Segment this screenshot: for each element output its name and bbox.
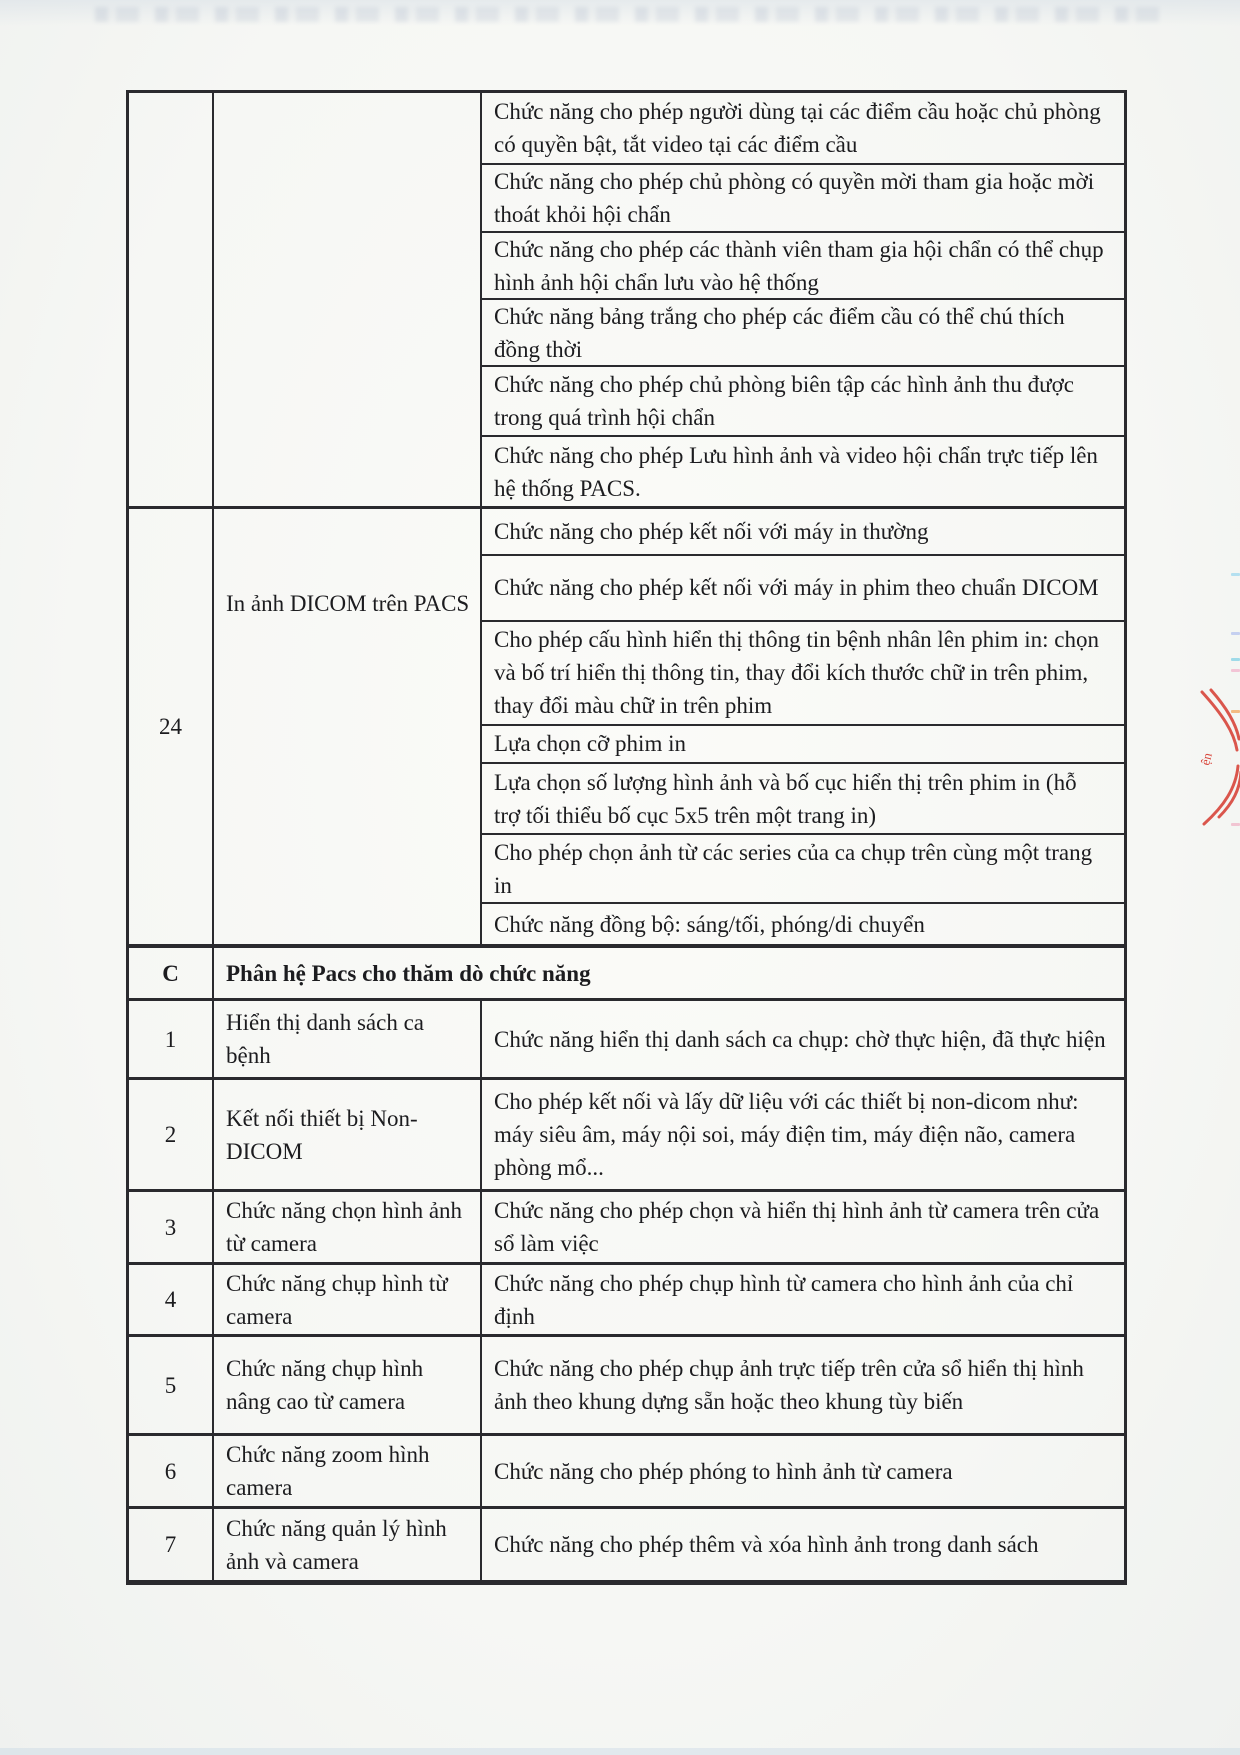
row-text: Lựa chọn số lượng hình ảnh và bố cục hiển thị trên phim in (hỗ trợ tối thiểu bố cục 5x5 trên một trang in) xyxy=(494,769,1077,828)
table-row xyxy=(482,620,1124,723)
red-pen-mark xyxy=(1196,688,1240,828)
row-text: Chức năng cho phép Lưu hình ảnh và video hội chẩn trực tiếp lên hệ thống PACS. xyxy=(494,442,1098,501)
row-text: Chức năng cho phép người dùng tại các điểm cầu hoặc chủ phòng có quyền bật, tắt video tại các điểm cầu xyxy=(494,99,1101,157)
description-cell xyxy=(482,1436,1124,1506)
section-letter xyxy=(129,948,214,998)
number-cell xyxy=(129,1337,214,1433)
scan-edge-artifact xyxy=(1231,710,1240,713)
table-row xyxy=(482,509,1124,554)
feature-name: Chức năng zoom hình camera xyxy=(226,1442,430,1500)
scan-bottom-shadow xyxy=(0,1748,1240,1755)
section-title-text: Phân hệ Pacs cho thăm dò chức năng xyxy=(226,960,591,986)
row-text: Cho phép chọn ảnh từ các series của ca chụp trên cùng một trang in xyxy=(494,839,1093,898)
table-row xyxy=(482,231,1124,298)
scan-edge-artifact xyxy=(1231,823,1240,826)
scan-edge-artifact xyxy=(1231,632,1240,635)
number-cell xyxy=(129,1192,214,1262)
row-text: Cho phép kết nối và lấy dữ liệu với các thiết bị non-dicom như: máy siêu âm, máy nội soi, máy điện tim, máy điện não, camera phòng mổ... xyxy=(494,1089,1079,1180)
row-number: 4 xyxy=(164,1287,177,1312)
description-cell xyxy=(482,1265,1124,1334)
table-row xyxy=(129,1262,1124,1334)
feature-name: Chức năng quản lý hình ảnh và camera xyxy=(226,1515,447,1574)
name-cell xyxy=(214,1265,482,1334)
row-text: Chức năng đồng bộ: sáng/tối, phóng/di chuyển xyxy=(494,911,925,937)
row-text: Chức năng cho phép kết nối với máy in thường xyxy=(494,518,929,544)
row-text: Cho phép cấu hình hiển thị thông tin bệnh nhân lên phim in: chọn và bố trí hiển thị thông tin, thay đổi kích thước chữ in trên phim, thay đổi màu chữ in trên phim xyxy=(494,627,1099,719)
row-number: 1 xyxy=(164,1026,177,1052)
row-text: Chức năng cho phép chủ phòng có quyền mời tham gia hoặc mời thoát khỏi hội chẩn xyxy=(494,169,1095,227)
row-text: Chức năng cho phép phóng to hình ảnh từ camera xyxy=(494,1458,953,1484)
scan-edge-artifact xyxy=(1231,573,1240,576)
table-row xyxy=(129,1334,1124,1433)
row-text: Chức năng cho phép các thành viên tham gia hội chẩn có thể chụp hình ảnh hội chẩn lưu vào hệ thống xyxy=(494,236,1104,295)
table-row xyxy=(482,163,1124,231)
feature-name: Chức năng chụp hình nâng cao từ camera xyxy=(226,1356,424,1414)
row-number: 24 xyxy=(159,714,182,739)
description-cell xyxy=(482,1509,1124,1580)
ink-bleed-through xyxy=(95,7,1165,22)
description-cell xyxy=(482,1080,1124,1189)
feature-name: Hiển thị danh sách ca bệnh xyxy=(226,1010,424,1068)
row-text: Chức năng cho phép chụp hình từ camera cho hình ảnh của chỉ định xyxy=(494,1270,1074,1329)
number-cell xyxy=(129,1436,214,1506)
table-row xyxy=(482,365,1124,435)
table-row xyxy=(129,1506,1124,1580)
row-text: Lựa chọn cỡ phim in xyxy=(494,731,686,757)
requirements-table xyxy=(126,90,1127,1585)
name-cell xyxy=(214,509,482,944)
description-cell xyxy=(482,1001,1124,1077)
row-text: Chức năng cho phép kết nối với máy in phim theo chuẩn DICOM xyxy=(494,575,1099,601)
table-row xyxy=(482,554,1124,621)
section-letter-text: C xyxy=(162,960,179,986)
name-cell xyxy=(214,1509,482,1580)
number-cell-empty xyxy=(129,93,214,506)
feature-name: Chức năng chụp hình từ camera xyxy=(226,1270,448,1329)
name-cell xyxy=(214,1080,482,1189)
section-title xyxy=(214,948,1124,998)
number-cell xyxy=(129,1509,214,1580)
row-text: Chức năng cho phép chủ phòng biên tập các hình ảnh thu được trong quá trình hội chẩn xyxy=(494,372,1074,430)
row-text: Chức năng cho phép chọn và hiển thị hình ảnh từ camera trên cửa sổ làm việc xyxy=(494,1198,1100,1256)
table-row xyxy=(129,1189,1124,1262)
row-text: Chức năng bảng trắng cho phép các điểm cầu có thể chú thích đồng thời xyxy=(494,303,1065,362)
feature-name: Chức năng chọn hình ảnh từ camera xyxy=(226,1198,463,1256)
red-pen-glyph: ện xyxy=(1197,751,1215,767)
section-c-row xyxy=(129,944,1124,998)
name-cell xyxy=(214,1436,482,1506)
row-number: 6 xyxy=(164,1458,177,1484)
number-cell xyxy=(129,1001,214,1077)
table-row xyxy=(482,724,1124,763)
table-row xyxy=(482,762,1124,833)
name-cell xyxy=(214,1192,482,1262)
table-row xyxy=(129,1433,1124,1506)
table-row xyxy=(482,93,1124,163)
description-cell xyxy=(482,1192,1124,1262)
number-cell xyxy=(129,1080,214,1189)
row-number: 3 xyxy=(164,1214,177,1240)
table-row xyxy=(129,1077,1124,1189)
table-row xyxy=(482,833,1124,903)
row-text: Chức năng hiển thị danh sách ca chụp: chờ thực hiện, đã thực hiện xyxy=(494,1026,1106,1052)
scan-edge-artifact xyxy=(1231,658,1240,661)
scan-edge-artifact xyxy=(1231,669,1240,672)
row-number: 5 xyxy=(164,1372,177,1398)
feature-name: In ảnh DICOM trên PACS xyxy=(226,591,470,616)
name-cell-empty xyxy=(214,93,482,506)
number-cell xyxy=(129,1265,214,1334)
row-text: Chức năng cho phép chụp ảnh trực tiếp trên cửa sổ hiển thị hình ảnh theo khung dựng sẵn hoặc theo khung tùy biến xyxy=(494,1356,1084,1414)
table-row xyxy=(482,298,1124,365)
feature-name: Kết nối thiết bị Non-DICOM xyxy=(226,1105,418,1164)
table-row xyxy=(129,998,1124,1077)
table-row xyxy=(482,435,1124,506)
table-row xyxy=(482,902,1124,944)
name-cell xyxy=(214,1337,482,1433)
row-text: Chức năng cho phép thêm và xóa hình ảnh trong danh sách xyxy=(494,1532,1039,1557)
row-number: 7 xyxy=(164,1532,177,1557)
row-number: 2 xyxy=(164,1122,177,1147)
table-group-continued xyxy=(129,93,1124,506)
name-cell xyxy=(214,1001,482,1077)
description-cell xyxy=(482,1337,1124,1433)
table-group-24 xyxy=(129,506,1124,944)
number-cell xyxy=(129,509,214,944)
